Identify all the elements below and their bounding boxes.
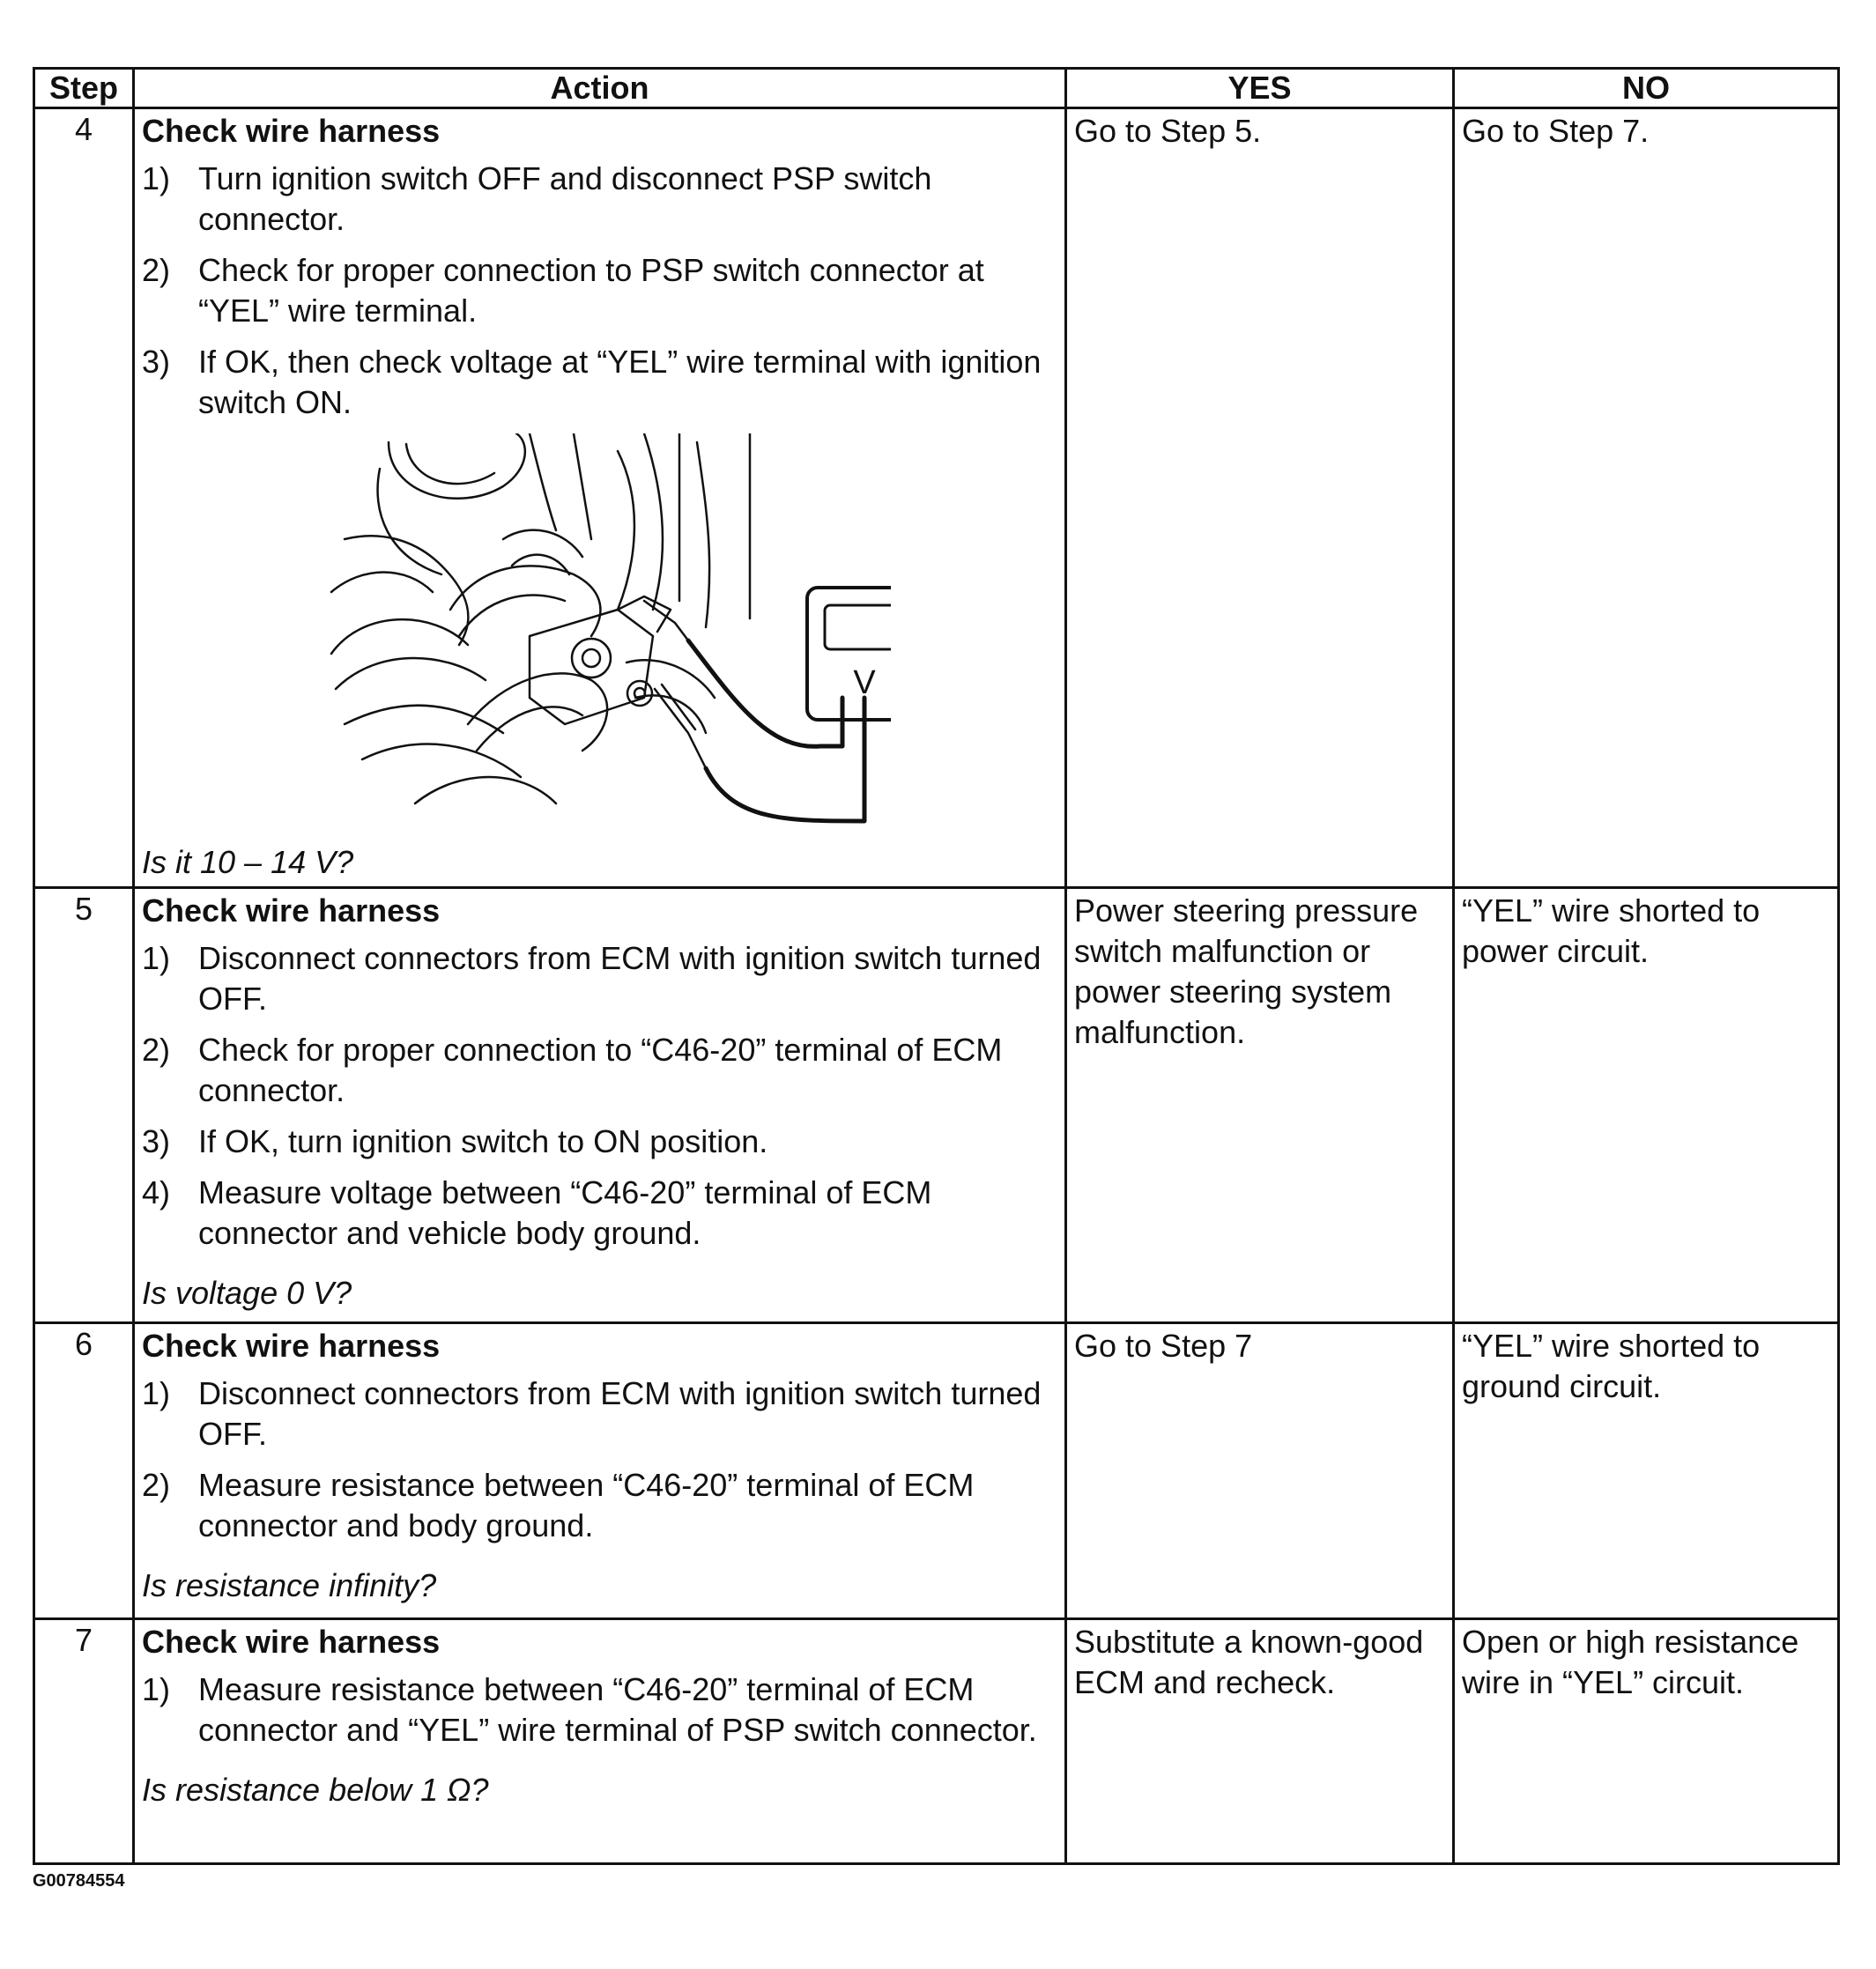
item-number: 3) (142, 344, 171, 380)
action-cell (134, 888, 1066, 1323)
item-number: 4) (142, 1174, 171, 1210)
list-item (142, 1030, 1057, 1111)
action-heading: Check wire harness (142, 1328, 441, 1364)
question-text: Is it 10 – 14 V? (142, 844, 354, 880)
list-item (142, 1121, 1057, 1162)
question-text: Is resistance infinity? (142, 1567, 437, 1603)
yes-cell: Substitute a known-good ECM and recheck. (1066, 1619, 1454, 1864)
list-item (142, 159, 1057, 240)
item-number: 3) (142, 1123, 171, 1159)
item-number: 2) (142, 1467, 171, 1503)
list-item (142, 1669, 1057, 1751)
action-heading: Check wire harness (142, 892, 441, 929)
item-number: 1) (142, 1671, 171, 1707)
header-row (34, 69, 1839, 108)
question-text: Is resistance below 1 Ω? (142, 1772, 489, 1808)
item-number: 2) (142, 1032, 171, 1068)
list-item (142, 250, 1057, 331)
item-text: Check for proper connection to PSP switch connector at “YEL” wire terminal. (198, 252, 984, 329)
list-item (142, 1465, 1057, 1546)
table-row (34, 1323, 1839, 1619)
item-number: 1) (142, 940, 171, 976)
item-text: Measure voltage between “C46-20” terminal of ECM connector and vehicle body ground. (198, 1174, 932, 1251)
item-number: 1) (142, 1375, 171, 1411)
action-cell (134, 1323, 1066, 1619)
item-text: If OK, then check voltage at “YEL” wire terminal with ignition switch ON. (198, 344, 1042, 420)
diagnostic-table (33, 67, 1840, 1865)
action-steps (142, 159, 1057, 423)
yes-cell: Power steering pressure switch malfunction or power steering system malfunction. (1066, 888, 1454, 1323)
no-cell: “YEL” wire shorted to power circuit. (1454, 888, 1839, 1323)
header-action: Action (134, 69, 1066, 108)
item-text: Measure resistance between “C46-20” terminal of ECM connector and “YEL” wire terminal of PSP switch connector. (198, 1671, 1037, 1748)
voltmeter-illustration (327, 433, 891, 839)
item-text: Turn ignition switch OFF and disconnect PSP switch connector. (198, 160, 932, 237)
figure-code: G00784554 (33, 1871, 125, 1891)
step-number: 7 (34, 1619, 134, 1864)
table-row (34, 1619, 1839, 1864)
header-no: NO (1454, 69, 1839, 108)
diagnostic-table-sheet (33, 67, 1837, 1865)
header-yes: YES (1066, 69, 1454, 108)
action-steps (142, 1373, 1057, 1546)
no-cell: Open or high resistance wire in “YEL” circuit. (1454, 1619, 1839, 1864)
list-item (142, 342, 1057, 423)
item-number: 2) (142, 252, 171, 288)
list-item (142, 1173, 1057, 1254)
list-item (142, 938, 1057, 1019)
action-cell (134, 1619, 1066, 1864)
action-cell (134, 108, 1066, 888)
question-text: Is voltage 0 V? (142, 1275, 352, 1311)
no-cell: “YEL” wire shorted to ground circuit. (1454, 1323, 1839, 1619)
no-cell: Go to Step 7. (1454, 108, 1839, 888)
item-text: Disconnect connectors from ECM with ignition switch turned OFF. (198, 1375, 1042, 1452)
step-number: 4 (34, 108, 134, 888)
yes-cell: Go to Step 7 (1066, 1323, 1454, 1619)
step-number: 6 (34, 1323, 134, 1619)
action-steps (142, 938, 1057, 1254)
header-step: Step (34, 69, 134, 108)
item-text: If OK, turn ignition switch to ON position. (198, 1123, 768, 1159)
item-text: Check for proper connection to “C46-20” terminal of ECM connector. (198, 1032, 1003, 1108)
action-heading: Check wire harness (142, 113, 441, 149)
item-text: Disconnect connectors from ECM with ignition switch turned OFF. (198, 940, 1042, 1017)
table-row (34, 888, 1839, 1323)
table-row (34, 108, 1839, 888)
list-item (142, 1373, 1057, 1455)
step-number: 5 (34, 888, 134, 1323)
item-number: 1) (142, 160, 171, 196)
action-steps (142, 1669, 1057, 1751)
action-heading: Check wire harness (142, 1624, 441, 1660)
item-text: Measure resistance between “C46-20” terminal of ECM connector and body ground. (198, 1467, 975, 1543)
yes-cell: Go to Step 5. (1066, 108, 1454, 888)
voltmeter-label: V (853, 664, 876, 701)
